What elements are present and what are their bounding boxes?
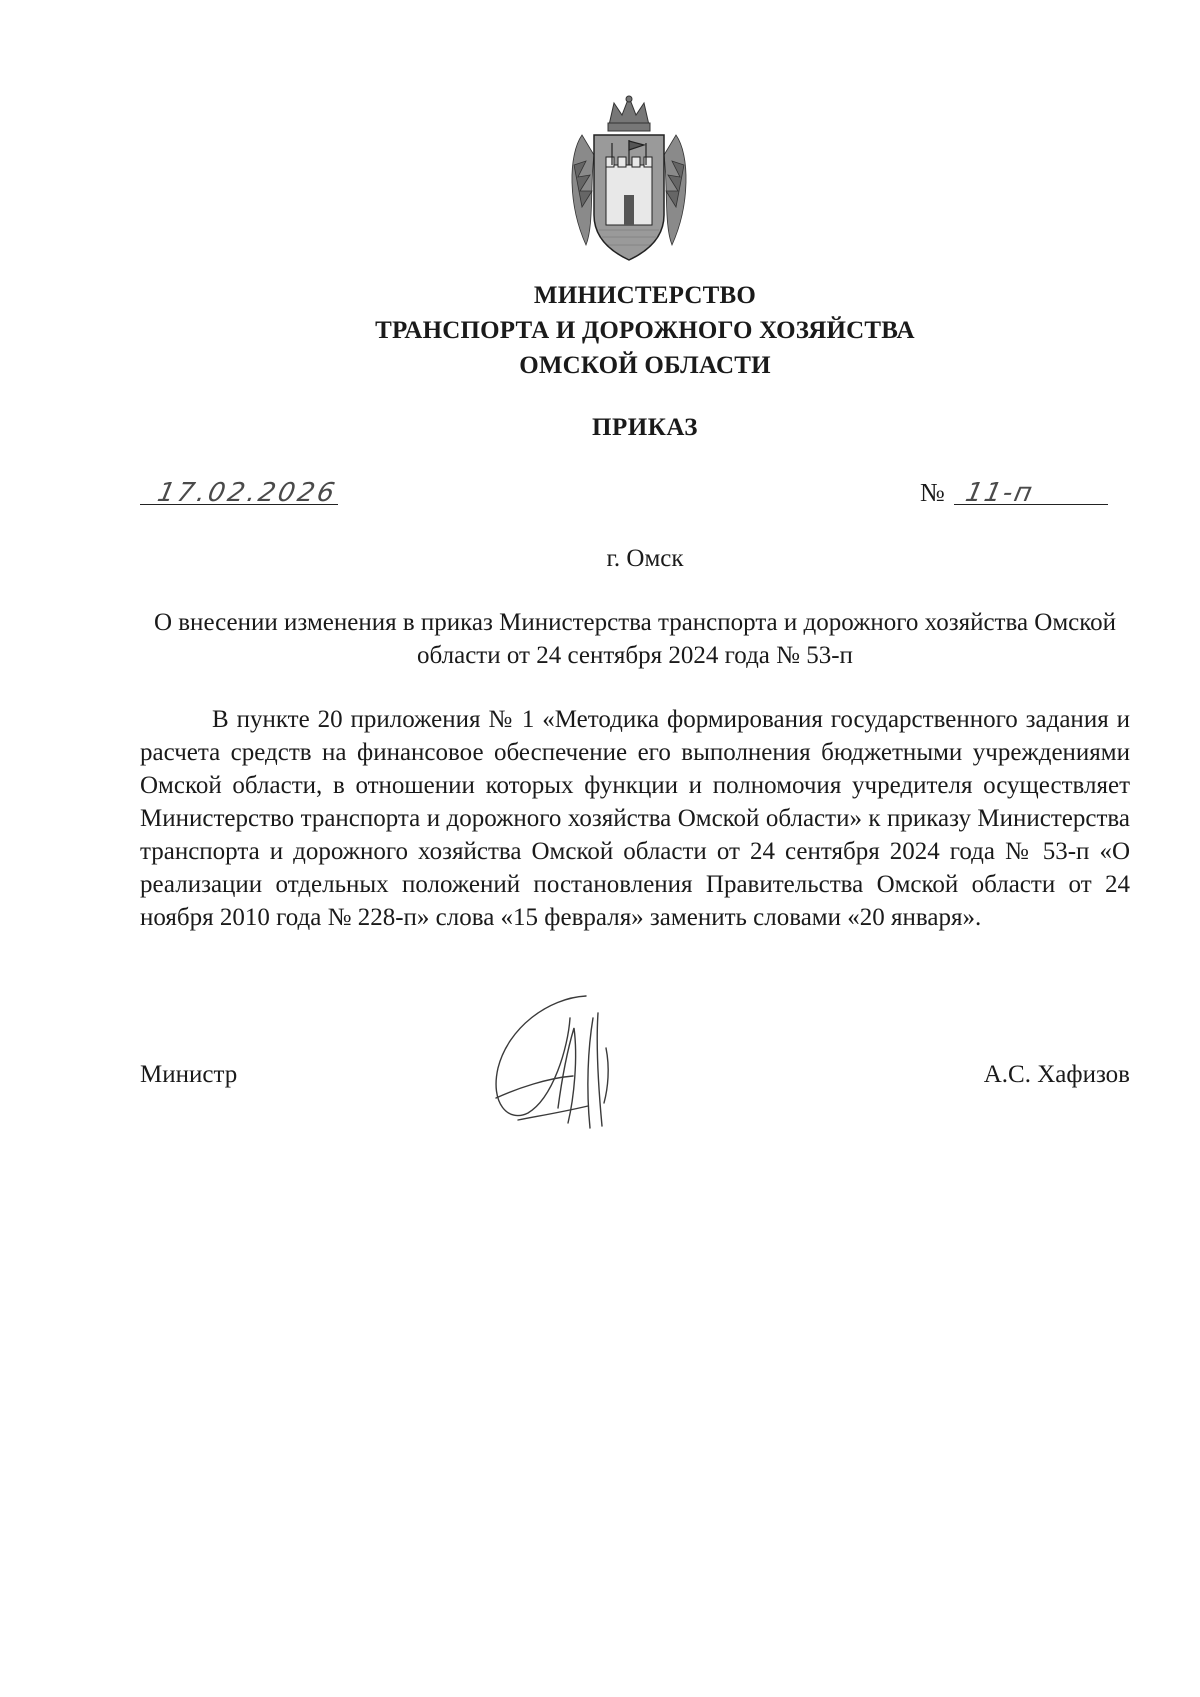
date-underline [140, 503, 338, 505]
document-type: ПРИКАЗ [592, 414, 698, 441]
document-subject: О внесении изменения в приказ Министерства транспорта и дорожного хозяйства Омской области от 24 сентября 2024 года № 53-п [153, 609, 1117, 669]
number-underline [954, 503, 1108, 505]
number-sign: № [920, 478, 945, 507]
ministry-header-line-3: ОМСКОЙ ОБЛАСТИ [519, 352, 771, 379]
ministry-header-line-1: МИНИСТЕРСТВО [533, 282, 757, 309]
city: г. Омск [606, 545, 684, 572]
coat-of-arms-icon [564, 95, 694, 263]
document-date: 17.02.2026 [154, 478, 341, 508]
document-number: 11-п [962, 478, 1037, 508]
ministry-header-line-2: ТРАНСПОРТА И ДОРОЖНОГО ХОЗЯЙСТВА [375, 317, 915, 344]
ministry-header [0, 278, 1200, 383]
document-body: В пункте 20 приложения № 1 «Методика формирования государственного задания и расчета средств на финансовое обеспечение его выполнения бюджетными учреждениями Омской области, в отношении которых функции и полномочия учредителя осуществляет Министерство транспорта и дорожного хозяйства Омской области» к приказу Министерства транспорта и дорожного хозяйства Омской области от 24 сентября 2024 года № 53-п «О реализации отдельных положений постановления Правительства Омской области от 24 ноября 2010 года № 228-п» слова «15 февраля» заменить словами «20 января». [140, 706, 1130, 931]
signature-image [478, 988, 658, 1138]
signer-name: А.С. Хафизов [983, 1061, 1130, 1088]
signer-title: Министр [140, 1061, 238, 1088]
